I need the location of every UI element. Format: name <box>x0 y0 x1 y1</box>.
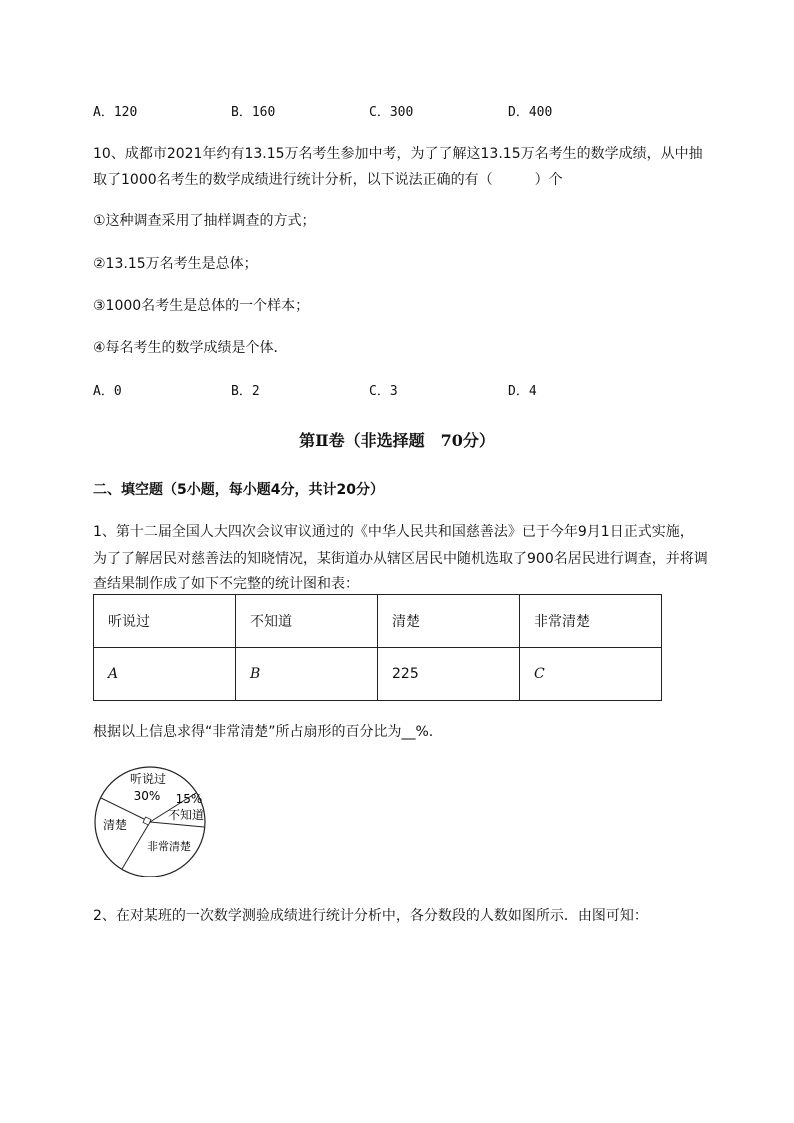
pie-label-very-clear: 非常清楚 <box>147 840 191 853</box>
q10-option-a: A．0 <box>93 384 122 399</box>
pie-slice-boundary <box>150 822 204 827</box>
table-cell: B <box>236 648 378 701</box>
q10-statement-4: ④每名考生的数学成绩是个体． <box>93 340 288 356</box>
q10-statement-2: ②13.15万名考生是总体； <box>93 256 258 272</box>
q10-option-b: B．2 <box>231 384 260 399</box>
q9-option-a: A．120 <box>93 105 138 120</box>
q10-option-c: C．3 <box>369 384 398 399</box>
table-header: 清楚 <box>378 595 520 648</box>
table-header: 听说过 <box>94 595 236 648</box>
q9-option-c: C．300 <box>369 105 414 120</box>
pie-value-heard: 30% <box>133 789 161 803</box>
pie-label-clear: 清楚 <box>102 818 128 832</box>
fill1-line2: 为了了解居民对慈善法的知晓情况，某街道办从辖区居民中随机选取了900名居民进行调查，并将调 <box>93 551 708 567</box>
q10-statement-1: ①这种调查采用了抽样调查的方式； <box>93 213 316 229</box>
q10-stem-line1: 10、成都市2021年约有13.15万名考生参加中考，为了了解这13.15万名考生的数学成绩，从中抽 <box>93 146 703 162</box>
pie-value-unknown: 15% <box>175 792 203 806</box>
survey-pie-chart <box>90 765 215 877</box>
q9-option-d: D．400 <box>508 105 553 120</box>
table-cell: 225 <box>378 648 520 701</box>
q10-option-d: D．4 <box>508 384 537 399</box>
part2-title: 第Ⅱ卷（非选择题 70分） <box>299 431 495 450</box>
fill1-line1: 1、第十二届全国人大四次会议审议通过的《中华人民共和国慈善法》已于今年9月1日正式实施， <box>93 524 694 540</box>
section-title: 二、填空题（5小题，每小题4分，共计20分） <box>93 482 384 498</box>
table-cell: C <box>520 648 662 701</box>
table-header: 非常清楚 <box>520 595 662 648</box>
q10-statement-3: ③1000名考生是总体的一个样本； <box>93 298 310 314</box>
pie-center-marker <box>143 817 151 825</box>
survey-table <box>93 594 662 701</box>
table-header: 不知道 <box>236 595 378 648</box>
fill2-line1: 2、在对某班的一次数学测验成绩进行统计分析中，各分数段的人数如图所示．由图可知： <box>93 908 648 924</box>
q10-stem-line2: 取了1000名考生的数学成绩进行统计分析，以下说法正确的有（ ）个 <box>93 172 563 188</box>
fill1-line3: 查结果制作成了如下不完整的统计图和表： <box>93 576 359 592</box>
q9-option-b: B．160 <box>231 105 276 120</box>
table-cell: A <box>94 648 236 701</box>
pie-label-unknown: 不知道 <box>167 808 205 822</box>
fill1-question: 根据以上信息求得“非常清楚”所占扇形的百分比为__%. <box>93 724 434 740</box>
pie-label-heard: 听说过 <box>129 772 167 786</box>
